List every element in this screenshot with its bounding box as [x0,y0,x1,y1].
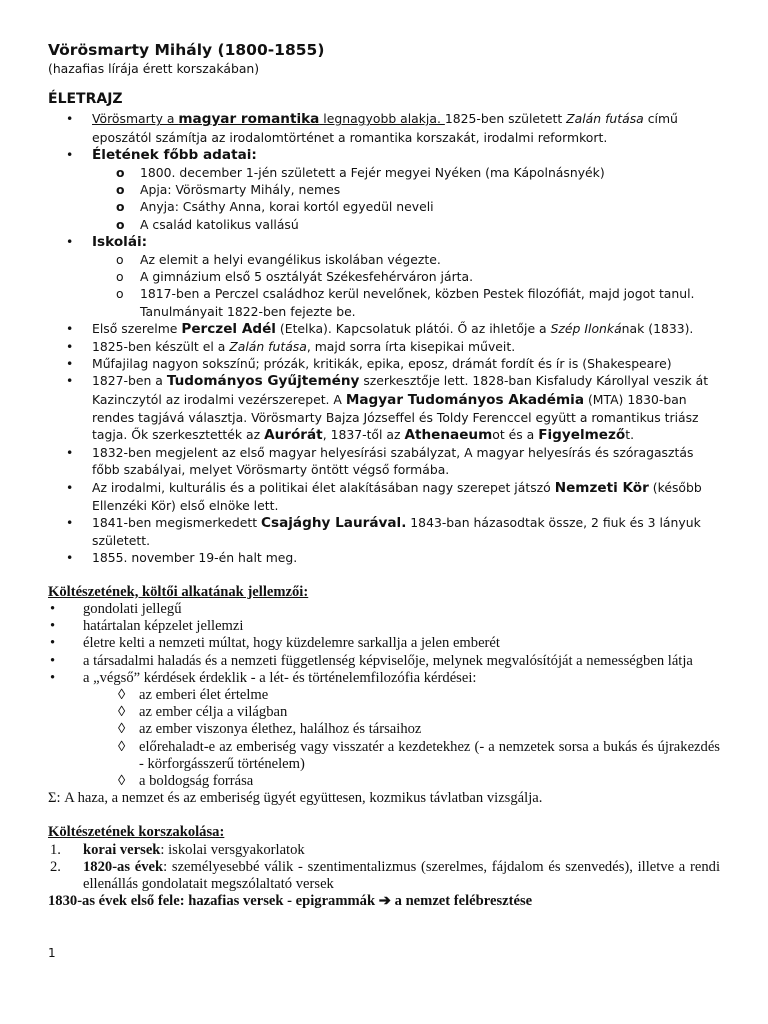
list-item: • 1825-ben készült el a Zalán futása, majd sorra írta kisepikai műveit. [66,339,516,355]
sub-list-item: o A gimnázium első 5 osztályát Székesfehérváron járta. [116,269,474,285]
circle-bullet-icon: o [116,269,124,285]
sub-list-item: ◊ az emberi élet értelme [118,686,269,703]
list-item: • 1855. november 19-én halt meg. [66,550,298,566]
diamond-bullet-icon: ◊ [118,686,126,703]
circle-bullet-icon: o [116,199,125,215]
sigma-icon: Σ [48,790,57,807]
sub-list-item: o 1817-ben a Perczel családhoz kerül nevelőnek, közben Pestek filozófiát, majd jogot tanul. Tanulmányait 1822-ben fejezte be. [116,286,695,319]
sub-list-item: ◊ előrehaladt-e az emberiség vagy visszatér a kezdetekhez (- a nemzetek sorsa a bukás és újrakezdés - körforgásszerű történelem) [118,738,720,772]
circle-bullet-icon: o [116,286,124,302]
list-item: • életre kelti a nemzeti múltat, hogy küzdelemre sarkallja a jelen emberét [50,635,500,652]
bullet-icon: • [66,146,74,162]
diamond-bullet-icon: ◊ [118,721,126,738]
circle-bullet-icon: o [116,182,125,198]
poetry-traits-list [48,601,720,790]
sub-list-item: o Apja: Vörösmarty Mihály, nemes [116,182,341,198]
list-item: • 1827-ben a Tudományos Gyűjtemény szerkesztője lett. 1828-ban Kisfaludy Károllyal veszik át Kazinczytól az irodalmi vezérszerepet. A Magyar Tudományos Akadémia (MTA) 1830-ban rendes tagjává választja. Vörösmarty Bajza Józseffel és Toldy Ferenccel együtt a romantikus triász tagja. Ők szerkesztették az Aurórát, 1837-től az Athenaeumot és a Figyelmezőt. [66,373,709,444]
bullet-icon: • [66,479,74,495]
bullet-icon: • [66,320,74,336]
list-item: 1. korai versek: iskolai versgyakorlatok [50,841,305,858]
bullet-icon: • [66,356,74,372]
list-item [48,233,720,251]
section-heading-poetry: Költészetének, költői alkatának jellemzői: [48,583,309,600]
list-item: • 1832-ben megjelent az első magyar helyesírási szabályzat, A magyar helyesírás és szóragasztás főbb szabályai, melyet Vörösmarty öntött végső formába. [66,445,694,478]
list-item: 2. 1820-as évek: személyesebbé válik - szentimentalizmus (szerelmes, fájdalom és szenvedés), illetve a rendi ellenállás gondolatait megszólaltató versek [50,858,720,892]
bullet-icon: • [66,339,74,355]
sub-list-item: o A család katolikus vallású [116,216,299,232]
sub-list-item: o Anyja: Csáthy Anna, korai kortól egyedül neveli [116,199,434,215]
schools-heading: Iskolái: [92,233,148,250]
diamond-bullet-icon: ◊ [118,738,126,755]
document-page [48,40,720,910]
list-item: • Az irodalmi, kulturális és a politikai élet alakításában nagy szerepet játszó Nemzeti Kör (később Ellenzéki Kör) első elnöke lett. [66,479,702,513]
bullet-icon: • [66,515,74,531]
sub-list-item: o Az elemit a helyi evangélikus iskolában végezte. [116,252,441,268]
page-title: Vörösmarty Mihály (1800-1855) [48,41,325,59]
list-item: • határtalan képzelet jellemzi [50,618,244,635]
page-subtitle: (hazafias lírája érett korszakában) [48,61,260,76]
list-item: • Műfajilag nagyon sokszínű; prózák, kritikák, epika, eposz, drámát fordít és ír is (Shakespeare) [66,356,672,372]
bullet-icon: • [66,445,74,461]
bullet-icon: • [66,550,74,566]
list-item: • a társadalmi haladás és a nemzeti függetlenség képviselője, melynek megvalósítóját a nemességben látja [50,652,693,669]
biography-list [48,110,720,566]
bullet-icon: • [50,600,56,617]
page-number: 1 [48,946,56,960]
section-heading-periods: Költészetének korszakolása: [48,824,225,841]
period-heading-1830s: 1830-as évek első fele: hazafias versek - epigrammák ➔ a nemzet felébresztése [48,893,533,910]
summary-line: Σ: A haza, a nemzet és az emberiség ügyét együttesen, kozmikus távlatban vizsgálja. [48,790,543,807]
bullet-icon: • [50,618,56,635]
arrow-right-icon: ➔ [378,893,391,910]
circle-bullet-icon: o [116,252,124,268]
sub-list-item: o 1800. december 1-jén született a Fejér megyei Nyéken (ma Kápolnásnyék) [116,165,605,181]
bullet-icon: • [50,669,56,686]
list-item: • Első szerelme Perczel Adél (Etelka). Kapcsolatuk plátói. Ő az ihletője a Szép Ilonkának (1833). [66,320,694,337]
diamond-bullet-icon: ◊ [118,704,126,721]
diamond-bullet-icon: ◊ [118,772,126,789]
list-item: • gondolati jellegű [50,600,182,617]
sub-list-item: ◊ az ember viszonya élethez, halálhoz és társaihoz [118,721,422,738]
list-item: • a „végső” kérdések érdeklik - a lét- és történelemfilozófia kérdései: [50,669,477,686]
bullet-icon: • [66,233,74,249]
sub-list-item: ◊ a boldogság forrása [118,772,254,789]
list-item: • Vörösmarty a magyar romantika legnagyobb alakja. 1825-ben született Zalán futása című eposzától számítja az irodalomtörténet a romantika korszakát, irodalmi reformkort. [66,111,678,145]
section-heading-biography: ÉLETRAJZ [48,91,123,108]
bullet-icon: • [50,652,56,669]
sub-list-item: ◊ az ember célja a világban [118,704,288,721]
circle-bullet-icon: o [116,216,125,232]
bullet-icon: • [50,635,56,652]
list-item: • 1841-ben megismerkedett Csajághy Laurával. 1843-ban házasodtak össze, 2 fiuk és 3 lányuk született. [66,515,701,549]
bullet-icon: • [66,373,74,389]
circle-bullet-icon: o [116,165,125,181]
bullet-icon: • [66,111,74,127]
periods-list [48,842,720,894]
life-data-heading: Életének főbb adatai: [92,146,257,163]
list-item [48,146,720,164]
